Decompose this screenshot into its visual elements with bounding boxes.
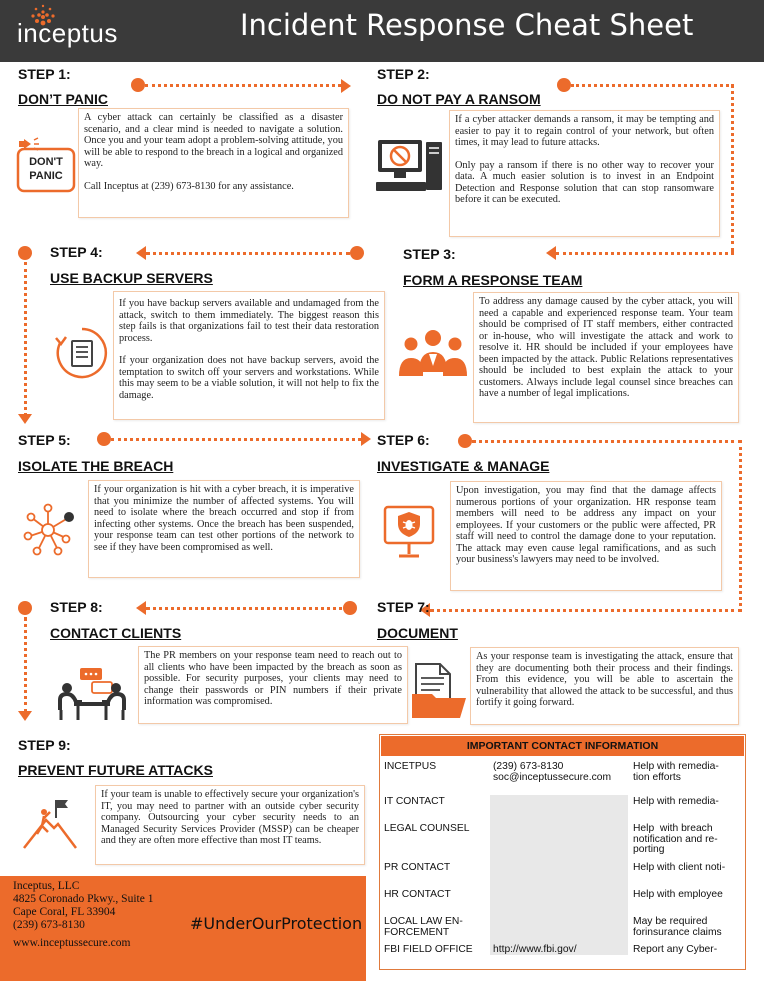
step1-dot [131,78,145,92]
step4-label: STEP 4: [50,244,103,260]
step3-label: STEP 3: [403,246,456,262]
step4-paragraph: If you have backup servers available and undamaged from the attack, switch to them immediately. The biggest reason this step fails is that organizations fail to test their data restoration process. [119,298,379,344]
step4-dot [18,246,32,260]
team-icon [397,326,469,382]
step4-connector-vertical [24,262,27,416]
step6-label: STEP 6: [377,432,430,448]
contact-name: PR CONTACT [384,862,451,873]
step8-dot-right [343,601,357,615]
contact-info: (239) 673-8130 soc@inceptussecure.com [493,761,612,783]
footer-address-line1: 4825 Coronado Pkwy., Suite 1 [13,893,154,905]
page-title: Incident Response Cheat Sheet [240,8,694,42]
meeting-chat-icon [58,666,126,722]
contact-name: IT CONTACT [384,796,445,807]
step2-paragraph: If a cyber attacker demands a ransom, it may be tempting and easier to pay it to regain control of your network, but often times, it may lead to future attacks. [455,114,714,148]
contact-note: Report any Cyber- [633,944,718,955]
contact-name: HR CONTACT [384,889,451,900]
contact-note: Help with client noti- [633,862,726,873]
step1-label: STEP 1: [18,66,71,82]
step4-connector [146,252,350,255]
step6-connector [472,440,742,443]
step1-paragraph: Call Inceptus at (239) 673-8130 for any assistance. [84,180,294,192]
step4-body [113,291,385,420]
step2-connector-bottom [556,252,734,255]
contact-note: May be required forinsurance claims [633,916,722,938]
backup-server-icon [55,326,109,380]
contact-name: INCETPUS [384,761,437,772]
step5-label: STEP 5: [18,432,71,448]
step2-title: DO NOT PAY A RANSOM [377,91,541,107]
step9-title: PREVENT FUTURE ATTACKS [18,762,213,778]
step7-body [470,647,739,725]
contact-note: Help with employee [633,889,723,900]
step9-paragraph: If your team is unable to effectively secure your organization's IT, you may need to partner with an outside cyber security company. Outsourcing your cyber security needs to an Managed Security Services Provider (MSSP) can be cheaper and they are often more effective than most IT teams. [101,789,359,846]
contact-note: Help with remedia- [633,796,719,807]
step5-dot [97,432,111,446]
document-folder-icon [410,662,468,720]
step3-paragraph: To address any damage caused by the cyber attack, you will need a capable and experienced response team. Your team should be comprised of IT staff members, either contracted or in-house, who will investigate the attack and work to resolve it. HR should be included if your employees have been impacted by the attack. Public Relations representatives should be included to best explain the attack to your customers. Always include legal counsel since breaches can have a number of legal implications. [479,296,733,399]
step4-title: USE BACKUP SERVERS [50,270,213,286]
step7-paragraph: As your response team is investigating the attack, ensure that they are documenting both their process and their findings. From this evidence, you will be able to ascertain the vulnerability that allowed the attack to be successful, and thus fortify it going forward. [476,651,733,708]
step1-title: DON’T PANIC [18,91,108,107]
step5-paragraph: If your organization is hit with a cyber breach, it is imperative that you minimize the number of affected systems. You will need to isolate where the breach occurred and stop if from infecting other systems. Once the breach has been suspended, your response team can test other portions of the network to see if they have been compromised as well. [94,484,354,553]
step8-paragraph: The PR members on your response team need to reach out to all clients who have been impacted by the breach as soon as possible. For security purposes, your clients may need to change their passwords or PIN numbers if their private information was compromised. [144,650,402,707]
contact-name: FBI FIELD OFFICE [384,944,473,955]
footer-company: Inceptus, LLC [13,880,80,892]
footer-website-link[interactable]: www.inceptussecure.com [13,937,131,949]
step6-body [450,481,722,591]
step8-connector-vertical [24,617,27,713]
contact-name: LEGAL COUNSEL [384,823,470,834]
footer-hashtag: #UnderOurProtection [190,914,363,933]
step2-dot [557,78,571,92]
step4-arrow-down-icon [18,414,32,424]
step8-dot [18,601,32,615]
step8-title: CONTACT CLIENTS [50,625,182,641]
step1-connector [145,84,341,87]
step3-title: FORM A RESPONSE TEAM [403,272,583,288]
contact-table-heading: IMPORTANT CONTACT INFORMATION [381,736,744,756]
computer-ransom-icon [376,138,444,194]
footer-phone: (239) 673-8130 [13,919,85,931]
step8-label: STEP 8: [50,599,103,615]
step8-arrow-icon [136,601,146,615]
step2-connector [571,84,734,87]
step5-connector [111,438,361,441]
step2-arrow-icon [546,246,556,260]
step5-arrow-icon [361,432,371,446]
step3-body [473,292,739,423]
contact-note: Help with remedia- tion efforts [633,761,719,783]
step4-paragraph: If your organization does not have backup servers, avoid the temptation to switch off your servers and workstations. While this may seem to be a viable solution, it will not help to fix the damage. [119,355,379,401]
step4-arrow-icon [136,246,146,260]
contact-blank-area [490,795,628,955]
network-icon [22,502,78,558]
step6-connector-vertical [739,440,742,612]
step5-title: ISOLATE THE BREACH [18,458,174,474]
step9-body [95,785,365,865]
step1-paragraph: A cyber attack can certainly be classified as a disaster scenario, and a clear mind is needed to navigate a solution. Once you and your team adopt a problem-solving attitude, you will be able to respond to the breach in a logical and organized way. [84,112,343,169]
contact-info: http://www.fbi.gov/ [493,944,577,955]
step8-body [138,646,408,724]
step5-body [88,480,360,578]
dont-panic-icon-text: DON'T PANIC [29,156,63,182]
logo-text: inceptus [17,18,118,48]
monitor-bug-icon [382,504,438,562]
dont-panic-icon [16,136,76,194]
step6-dot [458,434,472,448]
step2-label: STEP 2: [377,66,430,82]
step9-label: STEP 9: [18,737,71,753]
step2-body [449,110,720,237]
contact-name: LOCAL LAW EN- FORCEMENT [384,916,463,938]
step6-paragraph: Upon investigation, you may find that the damage affects numerous portions of your organization. HR response team members will need to be address any impact on your employees. If your customers or the public were affected, PR staff will need to control the damage done to your reputation. The attack may even cause legal ramifications, and as such your business's lawyers may need to be involved. [456,485,716,565]
footer-address-line2: Cape Coral, FL 33904 [13,906,116,918]
step2-paragraph: Only pay a ransom if there is no other way to recover your data. A much easier solution is to invest in an Endpoint Detection and Response solution that can stop ransomware before it can be executed. [455,159,714,205]
step2-connector-vertical [731,84,734,252]
step1-body [78,108,349,218]
step8-connector [146,607,350,610]
step7-label: STEP 7: [377,599,430,615]
step4-dot-right [350,246,364,260]
step8-arrow-down-icon [18,711,32,721]
step1-arrow-icon [341,79,351,93]
step6-title: INVESTIGATE & MANAGE [377,458,550,474]
step7-title: DOCUMENT [377,625,458,641]
mountain-flag-icon [22,796,78,850]
step6-connector-bottom [430,609,742,612]
contact-note: Help with breach notification and re- porting [633,823,718,855]
